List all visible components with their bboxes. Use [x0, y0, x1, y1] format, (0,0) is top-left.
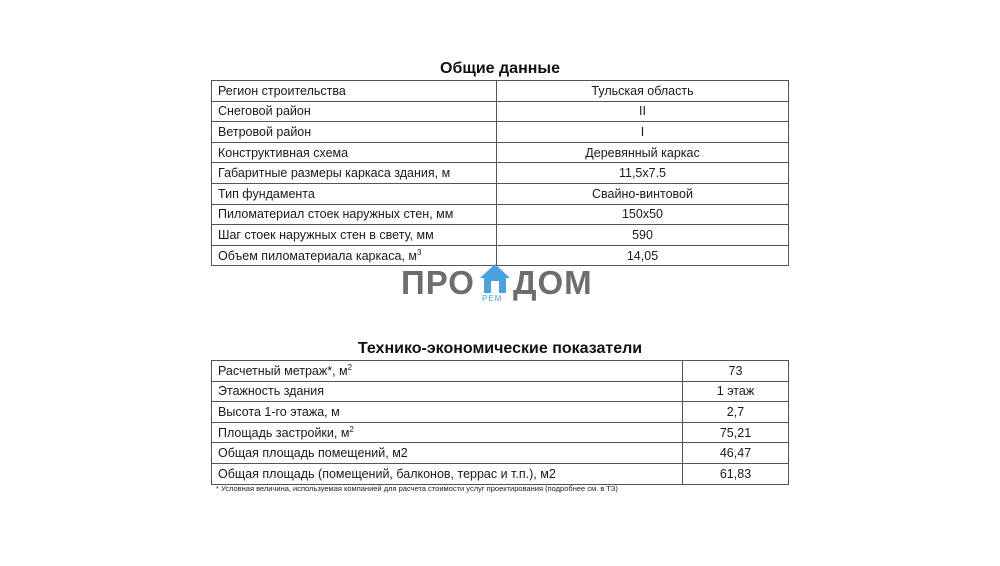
logo-subtext: РЕМ [482, 294, 503, 303]
row-value: Свайно-винтовой [497, 183, 789, 204]
row-value: 73 [683, 361, 789, 382]
row-value: 590 [497, 225, 789, 246]
row-label: Пиломатериал стоек наружных стен, мм [212, 204, 497, 225]
tech-econ-title: Технико-экономические показатели [357, 340, 643, 357]
row-value: 2,7 [683, 402, 789, 423]
table-row [212, 381, 789, 402]
row-value: Тульская область [497, 81, 789, 102]
row-label-text: Объем пиломатериала каркаса, м [218, 248, 417, 263]
row-label: Высота 1-го этажа, м [212, 402, 683, 423]
row-value: 61,83 [683, 463, 789, 484]
table-row [212, 81, 789, 102]
general-data-title: Общие данные [440, 60, 560, 77]
table-row [212, 422, 789, 443]
table-row [212, 122, 789, 143]
tech-econ-table [211, 360, 789, 485]
row-value: 11,5x7.5 [497, 163, 789, 184]
table-row [212, 402, 789, 423]
row-value: 75,21 [683, 422, 789, 443]
logo-text-right: ДОМ [513, 264, 593, 301]
table-row [212, 183, 789, 204]
table-row [212, 204, 789, 225]
logo-text-left: ПРО [401, 264, 475, 301]
row-label: Габаритные размеры каркаса здания, м [212, 163, 497, 184]
row-label [212, 361, 683, 382]
row-value: 14,05 [497, 245, 789, 266]
row-value: I [497, 122, 789, 143]
row-label-text: Расчетный метраж*, м [218, 363, 348, 378]
prodom-logo [399, 262, 601, 306]
row-value: 150x50 [497, 204, 789, 225]
table-row [212, 101, 789, 122]
table-row [212, 361, 789, 382]
row-label-text: Площадь застройки, м [218, 425, 350, 440]
row-label: Тип фундамента [212, 183, 497, 204]
table-row [212, 225, 789, 246]
house-icon [479, 262, 511, 296]
row-label: Общая площадь помещений, м2 [212, 443, 683, 464]
row-value: 1 этаж [683, 381, 789, 402]
table-row [212, 443, 789, 464]
row-value: II [497, 101, 789, 122]
table-row [212, 163, 789, 184]
unit-superscript: 3 [416, 247, 422, 257]
footnote: * Условная величина, используемая компанией для расчета стоимости услуг проектирования (подробнее см. в ТЗ) [216, 484, 618, 493]
row-label: Общая площадь (помещений, балконов, террас и т.п.), м2 [212, 463, 683, 484]
row-label: Регион строительства [212, 81, 497, 102]
unit-superscript: 2 [347, 362, 353, 372]
table-row [212, 142, 789, 163]
table-row [212, 463, 789, 484]
row-value: Деревянный каркас [497, 142, 789, 163]
unit-superscript: 2 [349, 424, 354, 434]
row-label: Шаг стоек наружных стен в свету, мм [212, 225, 497, 246]
row-label [212, 422, 683, 443]
row-value: 46,47 [683, 443, 789, 464]
row-label: Конструктивная схема [212, 142, 497, 163]
general-data-table [211, 80, 789, 266]
row-label: Ветровой район [212, 122, 497, 143]
row-label: Снеговой район [212, 101, 497, 122]
row-label: Этажность здания [212, 381, 683, 402]
